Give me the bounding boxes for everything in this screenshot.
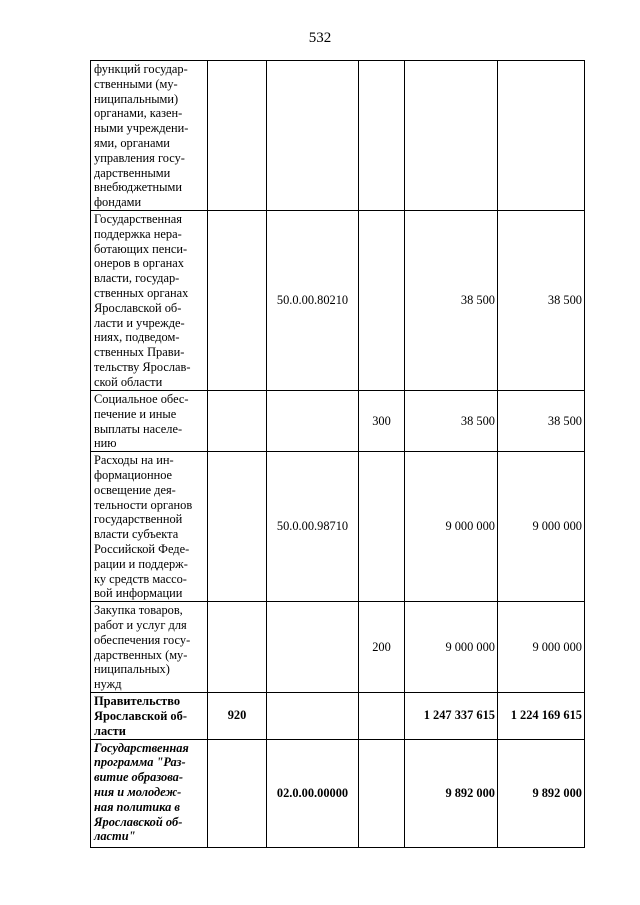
table-row (91, 693, 585, 739)
budget-table (90, 60, 585, 848)
row-vr: 300 (359, 390, 405, 451)
page-number: 532 (308, 30, 332, 46)
row-ministry (208, 452, 267, 602)
table-row (91, 210, 585, 390)
row-name: функций государ- ственными (му- ниципальными) органами, казен- ными учреждени- ями, органами управления госу- дарственными внебюджетными фондами (91, 61, 208, 211)
row-sum-2: 9 000 000 (498, 602, 585, 693)
row-sum-2: 1 224 169 615 (498, 693, 585, 739)
row-csr: 50.0.00.80210 (267, 210, 359, 390)
row-ministry (208, 390, 267, 451)
row-vr (359, 210, 405, 390)
row-sum-1: 9 892 000 (405, 739, 498, 847)
row-name: Государственная поддержка нера- ботающих пенси- онеров в органах власти, государ- ственных органах Ярославской об- ласти и учрежде- ниях, подведом- ственных Прави- тельству Ярослав- ской области (91, 210, 208, 390)
row-csr: 02.0.00.00000 (267, 739, 359, 847)
row-sum-2 (498, 61, 585, 211)
table-row (91, 739, 585, 847)
row-sum-2: 38 500 (498, 210, 585, 390)
row-name: Закупка товаров, работ и услуг для обеспечения госу- дарственных (му- ниципальных) нужд (91, 602, 208, 693)
row-name: Социальное обес- печение и иные выплаты населе- нию (91, 390, 208, 451)
row-ministry (208, 739, 267, 847)
row-sum-2: 9 000 000 (498, 452, 585, 602)
table-row (91, 602, 585, 693)
row-sum-1: 9 000 000 (405, 602, 498, 693)
row-csr: 50.0.00.98710 (267, 452, 359, 602)
row-sum-1: 38 500 (405, 210, 498, 390)
table-row (91, 390, 585, 451)
row-sum-1: 1 247 337 615 (405, 693, 498, 739)
table-row (91, 61, 585, 211)
row-sum-1: 38 500 (405, 390, 498, 451)
row-ministry (208, 210, 267, 390)
row-vr: 200 (359, 602, 405, 693)
row-vr (359, 693, 405, 739)
row-ministry (208, 602, 267, 693)
row-ministry (208, 61, 267, 211)
row-sum-1: 9 000 000 (405, 452, 498, 602)
row-vr (359, 61, 405, 211)
row-csr (267, 602, 359, 693)
row-name: Расходы на ин- формационное освещение дея- тельности органов государственной власти субъекта Российской Феде- рации и поддерж- ку средств массо- вой информации (91, 452, 208, 602)
row-sum-2: 9 892 000 (498, 739, 585, 847)
table-row (91, 452, 585, 602)
row-vr (359, 452, 405, 602)
row-ministry: 920 (208, 693, 267, 739)
row-sum-2: 38 500 (498, 390, 585, 451)
row-csr (267, 390, 359, 451)
row-csr (267, 693, 359, 739)
row-name: Правительство Ярославской об- ласти (91, 693, 208, 739)
row-csr (267, 61, 359, 211)
row-vr (359, 739, 405, 847)
row-sum-1 (405, 61, 498, 211)
row-name: Государственная программа "Раз- витие образова- ния и молодеж- ная политика в Ярославской об- ласти" (91, 739, 208, 847)
